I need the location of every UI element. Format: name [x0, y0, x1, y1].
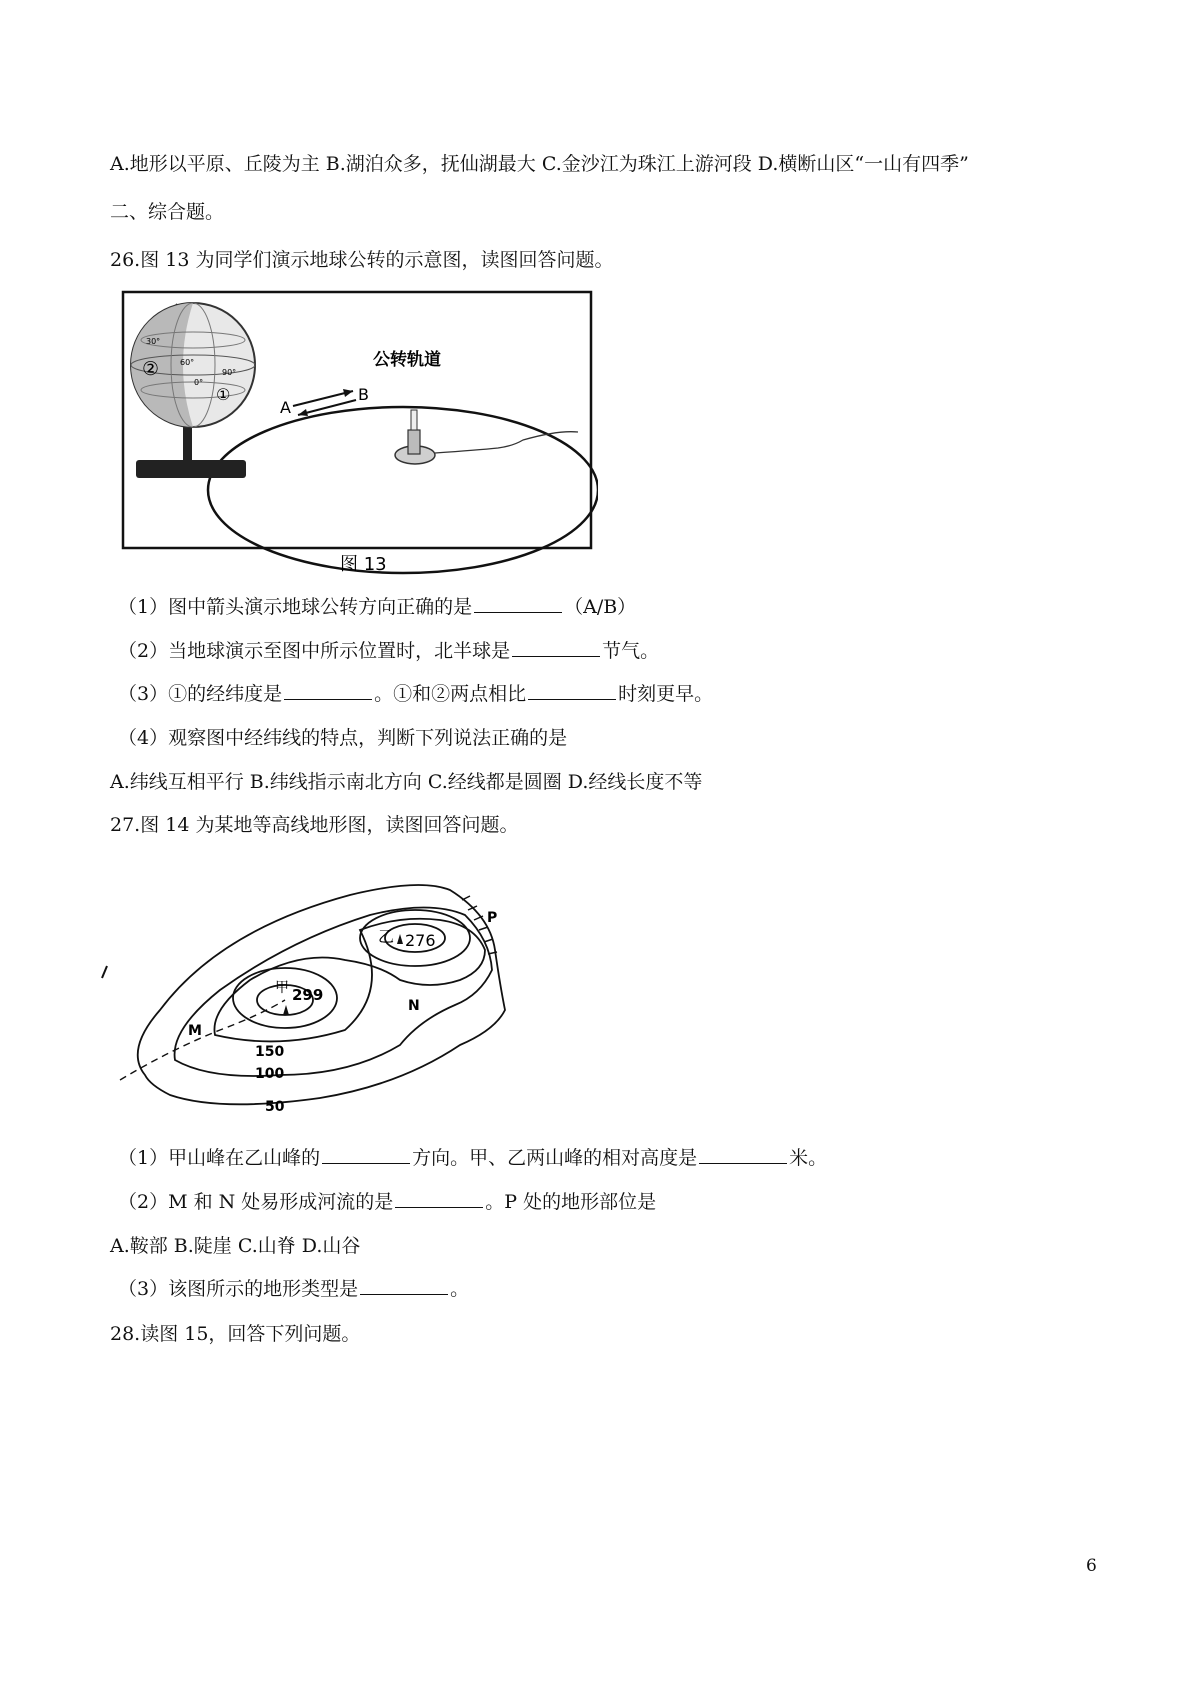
q26-part4: （4）观察图中经纬线的特点，判断下列说法正确的是: [118, 727, 568, 749]
figure-14-contour-map: [100, 870, 520, 1120]
answer-blank[interactable]: [699, 1145, 787, 1164]
arrow-b-label: B: [358, 385, 369, 404]
contour-100-label: 100: [255, 1066, 285, 1082]
point-2-label: ②: [142, 358, 160, 380]
answer-blank[interactable]: [284, 681, 372, 700]
point-p-label: P: [487, 910, 498, 926]
answer-blank[interactable]: [322, 1145, 410, 1164]
arrow-a-label: A: [280, 398, 291, 417]
lat-30-label: 30°: [146, 337, 161, 346]
orbit-label: 公转轨道: [373, 350, 441, 370]
question-27-stem: 27.图 14 为某地等高线地形图，读图回答问题。: [110, 814, 519, 836]
answer-blank[interactable]: [528, 681, 616, 700]
peak-jia-label: 甲: [275, 980, 289, 996]
peak-jia-elevation: 299: [292, 986, 324, 1004]
q27-part3: （3）该图所示的地形类型是 。: [118, 1278, 470, 1300]
q27-part2: （2）M 和 N 处易形成河流的是 。P 处的地形部位是: [118, 1191, 657, 1213]
lat-0-label: 0°: [194, 378, 204, 387]
q25-options: A.地形以平原、丘陵为主 B.湖泊众多，抚仙湖最大 C.金沙江为珠江上游河段 D.横断山区“一山有四季”: [110, 153, 969, 175]
lat-60-label: 60°: [180, 358, 195, 367]
page-number: 6: [1086, 1556, 1097, 1576]
peak-yi-elevation: 276: [405, 931, 436, 950]
q26-options: A.纬线互相平行 B.纬线指示南北方向 C.经线都是圆圈 D.经线长度不等: [110, 771, 703, 793]
contour-50-label: 50: [265, 1099, 285, 1115]
question-28-stem: 28.读图 15，回答下列问题。: [110, 1323, 361, 1345]
q26-part1: （1）图中箭头演示地球公转方向正确的是 （A/B）: [118, 596, 637, 618]
globe: [131, 303, 255, 478]
lon-90-label: 90°: [222, 368, 237, 377]
answer-blank[interactable]: [474, 594, 562, 613]
q27-options: A.鞍部 B.陡崖 C.山脊 D.山谷: [110, 1235, 361, 1257]
peak-yi-label: 乙: [378, 927, 395, 946]
figure-13-caption: 图 13: [340, 554, 387, 575]
q26-part3: （3）①的经纬度是 。①和②两点相比 时刻更早。: [118, 683, 714, 705]
question-26-stem: 26.图 13 为同学们演示地球公转的示意图，读图回答问题。: [110, 249, 614, 271]
globe-base: [136, 460, 246, 478]
point-1-label: ①: [216, 385, 231, 404]
answer-blank[interactable]: [360, 1276, 448, 1295]
section-heading: 二、综合题。: [110, 201, 225, 223]
point-m-label: M: [188, 1023, 202, 1039]
figure-13-earth-revolution: [118, 270, 598, 580]
answer-blank[interactable]: [512, 638, 600, 657]
point-n-label: N: [408, 998, 420, 1014]
q26-part2: （2）当地球演示至图中所示位置时，北半球是 节气。: [118, 640, 660, 662]
contour-150-label: 150: [255, 1044, 285, 1060]
contour-100: [175, 908, 492, 1077]
q27-part1: （1）甲山峰在乙山峰的 方向。甲、乙两山峰的相对高度是 米。: [118, 1147, 828, 1169]
answer-blank[interactable]: [395, 1189, 483, 1208]
